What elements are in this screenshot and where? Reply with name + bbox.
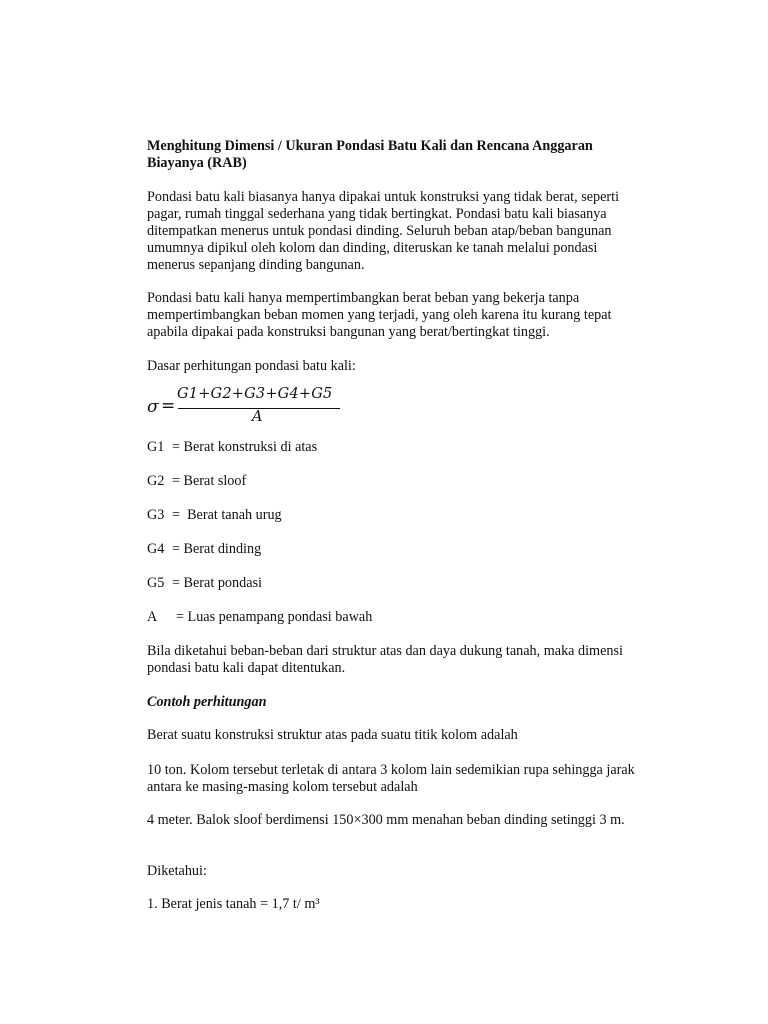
definition-text: = Berat sloof xyxy=(172,473,247,489)
formula-equals: = xyxy=(161,396,176,416)
definition-label: G1 xyxy=(147,439,165,455)
paragraph-limitations: Pondasi batu kali hanya mempertimbangkan berat beban yang bekerja tanpa mempertimbangkan beban momen yang terjadi, yang oleh karena itu kurang tepat apabila dipakai pada konstruksi bangunan yang berat/bertingkat tinggi. xyxy=(147,290,612,340)
formula-denominator: A xyxy=(252,409,263,425)
formula-sigma: σ xyxy=(147,397,159,417)
paragraph-example-sloof: 4 meter. Balok sloof berdimensi 150×300 mm menahan beban dinding setinggi 3 m. xyxy=(147,812,625,828)
definition-label: G2 xyxy=(147,473,165,489)
example-heading: Contoh perhitungan xyxy=(147,694,267,710)
definition-label: A xyxy=(147,609,158,625)
paragraph-example-load: Berat suatu konstruksi struktur atas pada suatu titik kolom adalah xyxy=(147,727,518,743)
definition-label: G4 xyxy=(147,541,165,557)
definition-text: = Berat pondasi xyxy=(172,575,262,591)
document-title: Menghitung Dimensi / Ukuran Pondasi Batu Kali dan Rencana Anggaran Biayanya (RAB) xyxy=(147,138,593,171)
definition-text: = Berat tanah urug xyxy=(172,507,282,523)
definition-text: = Luas penampang pondasi bawah xyxy=(176,609,373,625)
definition-text: = Berat dinding xyxy=(172,541,262,557)
definition-label: G3 xyxy=(147,507,165,523)
formula-numerator: G1+G2+G3+G4+G5 xyxy=(177,386,333,402)
paragraph-example-columns: 10 ton. Kolom tersebut terletak di antara 3 kolom lain sedemikian rupa sehingga jarak antara ke masing-masing kolom tersebut adalah xyxy=(147,762,635,795)
paragraph-intro: Pondasi batu kali biasanya hanya dipakai untuk konstruksi yang tidak berat, seperti pagar, rumah tinggal sederhana yang tidak bertingkat. Pondasi batu kali biasanya ditempatkan menerus untuk pondasi dinding. Seluruh beban atap/beban bangunan umumnya dipikul oleh kolom dan dinding, diteruskan ke tanah melalui pondasi menerus sepanjang dinding bangunan. xyxy=(147,189,620,273)
paragraph-basis: Dasar perhitungan pondasi batu kali: xyxy=(147,358,356,374)
definition-label: G5 xyxy=(147,575,165,591)
list-item-soil-density: 1. Berat jenis tanah = 1,7 t/ m³ xyxy=(147,896,320,912)
bearing-stress-formula xyxy=(147,386,347,426)
paragraph-known: Diketahui: xyxy=(147,863,207,879)
paragraph-determination: Bila diketahui beban-beban dari struktur atas dan daya dukung tanah, maka dimensi pondasi batu kali dapat ditentukan. xyxy=(147,643,623,676)
definition-text: = Berat konstruksi di atas xyxy=(172,439,318,455)
